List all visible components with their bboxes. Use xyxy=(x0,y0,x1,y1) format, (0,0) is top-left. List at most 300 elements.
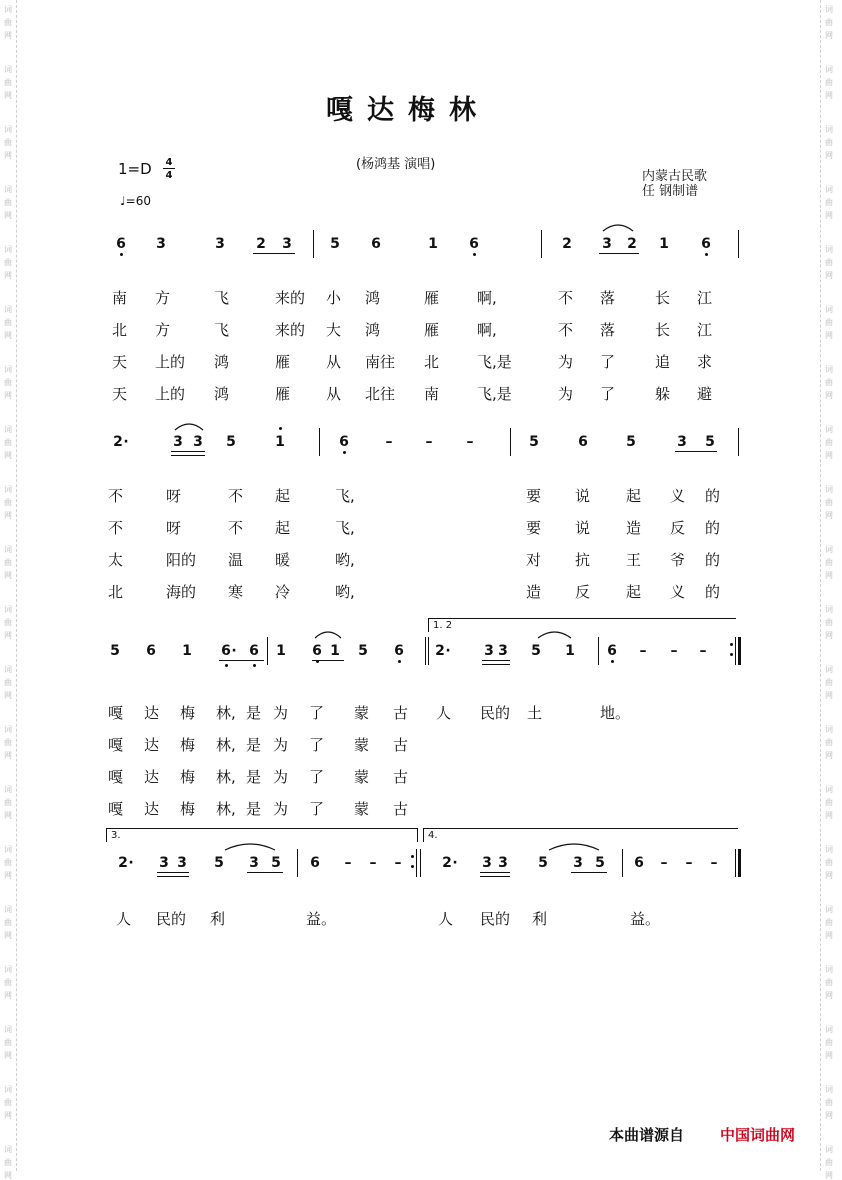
watermark-char: 词 xyxy=(4,1025,12,1034)
lyric-syllable: 来的 xyxy=(275,289,306,307)
lyric-syllable: 达 xyxy=(144,800,160,818)
lyric-syllable: 雁 xyxy=(275,385,291,403)
watermark-char: 曲 xyxy=(4,438,12,447)
lyric-syllable: 对 xyxy=(526,551,542,569)
lyric-syllable: 起 xyxy=(275,519,291,537)
note: 5 xyxy=(358,643,368,659)
watermark-char: 网 xyxy=(825,331,833,340)
octave-dot-below xyxy=(398,660,401,663)
note: 6 xyxy=(371,236,381,252)
lyric-syllable: 鸿 xyxy=(214,353,230,371)
note: – xyxy=(385,434,393,450)
lyric-syllable: 南往 xyxy=(365,353,396,371)
volta-bracket-edge xyxy=(106,828,107,842)
watermark-char: 网 xyxy=(825,271,833,280)
barline xyxy=(319,428,320,456)
note: – xyxy=(425,434,433,450)
watermark-char: 网 xyxy=(4,691,12,700)
barline xyxy=(735,849,736,877)
barline xyxy=(416,849,417,877)
lyric-syllable: 蒙 xyxy=(354,736,370,754)
note: 3 xyxy=(173,434,183,450)
watermark-char: 曲 xyxy=(4,978,12,987)
lyric-syllable: 啊, xyxy=(477,289,497,307)
watermark-char: 网 xyxy=(4,511,12,520)
note: 1 xyxy=(330,643,340,659)
watermark-char: 网 xyxy=(825,1051,833,1060)
note: 3 xyxy=(498,855,508,871)
watermark-char: 词 xyxy=(825,485,833,494)
watermark-char: 词 xyxy=(825,425,833,434)
lyric-syllable: 啊, xyxy=(477,321,497,339)
lyric-syllable: 太 xyxy=(108,551,124,569)
lyric-syllable: 不 xyxy=(228,487,244,505)
lyric-syllable: 蒙 xyxy=(354,800,370,818)
beam-underline xyxy=(171,451,205,452)
footer-brand: 中国词曲网 xyxy=(720,1126,796,1144)
lyric-syllable: 了 xyxy=(309,736,325,754)
watermark-char: 网 xyxy=(825,871,833,880)
lyric-syllable: 呀 xyxy=(166,487,182,505)
lyric-syllable: 长 xyxy=(655,289,671,307)
barline xyxy=(622,849,623,877)
lyric-syllable: 土 xyxy=(527,704,543,722)
watermark-char: 曲 xyxy=(4,378,12,387)
lyric-syllable: 北 xyxy=(112,321,128,339)
note: 6 xyxy=(578,434,588,450)
barline xyxy=(541,230,542,258)
lyric-syllable: 求 xyxy=(697,353,713,371)
note: 5 xyxy=(110,643,120,659)
note: 3 xyxy=(484,643,494,659)
watermark-char: 网 xyxy=(825,991,833,1000)
watermark-char: 曲 xyxy=(4,798,12,807)
octave-dot-above xyxy=(279,427,282,430)
lyric-syllable: 嘎 xyxy=(108,800,124,818)
watermark-char: 词 xyxy=(825,65,833,74)
lyric-syllable: 的 xyxy=(705,583,721,601)
watermark-char: 曲 xyxy=(4,918,12,927)
watermark-char: 曲 xyxy=(825,978,833,987)
lyric-syllable: 人 xyxy=(116,910,132,928)
watermark-char: 词 xyxy=(825,965,833,974)
watermark-char: 曲 xyxy=(825,138,833,147)
lyric-syllable: 避 xyxy=(697,385,713,403)
watermark-char: 曲 xyxy=(825,1158,833,1167)
lyric-syllable: 梅 xyxy=(180,800,196,818)
lyric-syllable: 落 xyxy=(600,321,616,339)
lyric-syllable: 鸿 xyxy=(365,289,381,307)
watermark-char: 曲 xyxy=(825,1038,833,1047)
note: 6 xyxy=(469,236,479,252)
watermark-char: 曲 xyxy=(825,858,833,867)
lyric-syllable: 的 xyxy=(705,551,721,569)
watermark-char: 网 xyxy=(4,571,12,580)
lyric-syllable: 古 xyxy=(393,800,409,818)
tie-slur xyxy=(174,421,204,431)
barline xyxy=(510,428,511,456)
lyric-syllable: 暖 xyxy=(275,551,291,569)
lyric-syllable: 民的 xyxy=(480,704,511,722)
note: – xyxy=(699,643,707,659)
lyric-syllable: 益。 xyxy=(630,910,661,928)
lyric-syllable: 不 xyxy=(108,487,124,505)
lyric-syllable: 从 xyxy=(326,385,342,403)
lyric-syllable: 反 xyxy=(575,583,591,601)
lyric-syllable: 不 xyxy=(558,289,574,307)
note: 1 xyxy=(565,643,575,659)
lyric-syllable: 不 xyxy=(228,519,244,537)
lyric-syllable: 是 xyxy=(246,800,262,818)
lyric-syllable: 人 xyxy=(438,910,454,928)
lyric-syllable: 义 xyxy=(670,487,686,505)
time-signature-bottom: 4 xyxy=(165,170,173,181)
lyric-syllable: 义 xyxy=(670,583,686,601)
lyric-syllable: 鸿 xyxy=(365,321,381,339)
note: – xyxy=(660,855,668,871)
note: 6 xyxy=(634,855,644,871)
lyric-syllable: 起 xyxy=(275,487,291,505)
lyric-syllable: 爷 xyxy=(670,551,686,569)
watermark-char: 网 xyxy=(825,751,833,760)
lyric-syllable: 躲 xyxy=(655,385,671,403)
volta-bracket xyxy=(423,828,738,829)
lyric-syllable: 雁 xyxy=(275,353,291,371)
lyric-syllable: 古 xyxy=(393,768,409,786)
lyric-syllable: 雁 xyxy=(424,321,440,339)
note: 3 xyxy=(249,855,259,871)
watermark-char: 网 xyxy=(4,31,12,40)
note: 5 xyxy=(531,643,541,659)
watermark-char: 曲 xyxy=(4,1098,12,1107)
lyric-syllable: 来的 xyxy=(275,321,306,339)
lyric-syllable: 飞,是 xyxy=(477,353,512,371)
note: – xyxy=(369,855,377,871)
note: 2 xyxy=(113,434,123,450)
watermark-char: 曲 xyxy=(4,618,12,627)
song-title: 嘎达梅林 xyxy=(326,95,490,126)
lyric-syllable: 的 xyxy=(705,519,721,537)
watermark-char: 曲 xyxy=(4,678,12,687)
note: 2 xyxy=(118,855,128,871)
volta-bracket xyxy=(428,618,736,619)
lyric-syllable: 达 xyxy=(144,768,160,786)
lyric-syllable: 蒙 xyxy=(354,768,370,786)
watermark-char: 词 xyxy=(4,965,12,974)
lyric-syllable: 起 xyxy=(626,583,642,601)
lyric-syllable: 北往 xyxy=(365,385,396,403)
watermark-char: 词 xyxy=(825,305,833,314)
lyric-syllable: 大 xyxy=(326,321,342,339)
lyric-syllable: 方 xyxy=(155,321,171,339)
watermark-char: 词 xyxy=(825,905,833,914)
augmentation-dot: · xyxy=(128,855,134,871)
lyric-syllable: 说 xyxy=(575,519,591,537)
barline xyxy=(313,230,314,258)
lyric-syllable: 造 xyxy=(526,583,542,601)
watermark-char: 词 xyxy=(4,1085,12,1094)
note: – xyxy=(639,643,647,659)
time-signature-divider xyxy=(163,168,175,169)
lyric-syllable: 长 xyxy=(655,321,671,339)
watermark-char: 词 xyxy=(4,665,12,674)
watermark-char: 曲 xyxy=(825,18,833,27)
lyric-syllable: 利 xyxy=(532,910,548,928)
watermark-char: 网 xyxy=(4,631,12,640)
note: 5 xyxy=(626,434,636,450)
barline xyxy=(428,637,429,665)
lyric-syllable: 不 xyxy=(108,519,124,537)
watermark-char: 曲 xyxy=(825,678,833,687)
note: 1 xyxy=(276,643,286,659)
lyric-syllable: 小 xyxy=(326,289,342,307)
lyric-syllable: 鸿 xyxy=(214,385,230,403)
watermark-char: 网 xyxy=(825,571,833,580)
watermark-char: 网 xyxy=(4,331,12,340)
barline xyxy=(425,637,426,665)
lyric-syllable: 为 xyxy=(273,800,289,818)
volta-number: 4. xyxy=(428,830,438,841)
lyric-syllable: 雁 xyxy=(424,289,440,307)
watermark-char: 曲 xyxy=(4,1158,12,1167)
watermark-char: 网 xyxy=(4,151,12,160)
lyric-syllable: 天 xyxy=(112,353,128,371)
octave-dot-below xyxy=(225,664,228,667)
watermark-char: 词 xyxy=(4,845,12,854)
note: 5 xyxy=(529,434,539,450)
watermark-char: 网 xyxy=(825,391,833,400)
lyric-syllable: 为 xyxy=(273,704,289,722)
watermark-char: 曲 xyxy=(4,198,12,207)
note: 3 xyxy=(282,236,292,252)
repeat-dot xyxy=(411,865,414,868)
octave-dot-below xyxy=(473,253,476,256)
note: 3 xyxy=(677,434,687,450)
volta-number: 3. xyxy=(111,830,121,841)
watermark-char: 网 xyxy=(4,91,12,100)
lyric-syllable: 呀 xyxy=(166,519,182,537)
beam-underline xyxy=(480,876,510,877)
lyric-syllable: 为 xyxy=(273,768,289,786)
note: 1 xyxy=(275,434,285,450)
note: 3 xyxy=(573,855,583,871)
watermark-char: 网 xyxy=(825,451,833,460)
watermark-char: 网 xyxy=(4,451,12,460)
note: 6 xyxy=(701,236,711,252)
note: – xyxy=(394,855,402,871)
note: 1 xyxy=(428,236,438,252)
lyric-syllable: 要 xyxy=(526,519,542,537)
lyric-syllable: 江 xyxy=(697,321,713,339)
watermark-char: 网 xyxy=(825,211,833,220)
tie-slur xyxy=(314,629,342,639)
note: 5 xyxy=(330,236,340,252)
watermark-char: 词 xyxy=(4,485,12,494)
note: 5 xyxy=(226,434,236,450)
watermark-char: 网 xyxy=(825,91,833,100)
watermark-char: 曲 xyxy=(825,378,833,387)
lyric-syllable: 达 xyxy=(144,736,160,754)
note: 2 xyxy=(435,643,445,659)
lyric-syllable: 林, xyxy=(216,736,236,754)
lyric-syllable: 造 xyxy=(626,519,642,537)
lyric-syllable: 天 xyxy=(112,385,128,403)
watermark-char: 词 xyxy=(4,245,12,254)
note: – xyxy=(710,855,718,871)
watermark-char: 网 xyxy=(825,811,833,820)
lyric-syllable: 林, xyxy=(216,800,236,818)
lyric-syllable: 反 xyxy=(670,519,686,537)
watermark-char: 曲 xyxy=(825,738,833,747)
watermark-char: 网 xyxy=(825,1111,833,1120)
lyric-syllable: 为 xyxy=(558,385,574,403)
watermark-char: 网 xyxy=(825,151,833,160)
barline xyxy=(738,428,739,456)
watermark-char: 曲 xyxy=(825,498,833,507)
note: 3 xyxy=(482,855,492,871)
watermark-char: 曲 xyxy=(825,438,833,447)
beam-underline xyxy=(247,872,283,873)
volta-bracket-edge xyxy=(428,618,429,632)
watermark-char: 词 xyxy=(825,185,833,194)
watermark-char: 网 xyxy=(825,931,833,940)
watermark-char: 词 xyxy=(4,305,12,314)
note: 5 xyxy=(214,855,224,871)
note: 6 xyxy=(394,643,404,659)
repeat-dot xyxy=(730,643,733,646)
lyric-syllable: 益。 xyxy=(306,910,337,928)
watermark-char: 曲 xyxy=(4,18,12,27)
watermark-char: 曲 xyxy=(4,858,12,867)
watermark-char: 网 xyxy=(4,931,12,940)
watermark-char: 曲 xyxy=(825,918,833,927)
watermark-char: 曲 xyxy=(825,258,833,267)
lyric-syllable: 飞 xyxy=(214,321,230,339)
octave-dot-below xyxy=(611,660,614,663)
watermark-char: 词 xyxy=(825,245,833,254)
final-barline xyxy=(738,637,741,665)
augmentation-dot: · xyxy=(445,643,451,659)
watermark-char: 词 xyxy=(825,1085,833,1094)
lyric-syllable: 方 xyxy=(155,289,171,307)
watermark-char: 词 xyxy=(825,545,833,554)
arranger-credit: 任 钢制谱 xyxy=(642,184,699,199)
note: 6 xyxy=(221,643,231,659)
lyric-syllable: 温 xyxy=(228,551,244,569)
beam-underline xyxy=(157,876,189,877)
time-signature-top: 4 xyxy=(165,157,173,168)
barline xyxy=(420,849,421,877)
lyric-syllable: 追 xyxy=(655,353,671,371)
note: 5 xyxy=(595,855,605,871)
watermark-right xyxy=(820,0,837,1180)
lyric-syllable: 是 xyxy=(246,768,262,786)
watermark-char: 网 xyxy=(825,511,833,520)
lyric-syllable: 地。 xyxy=(600,704,631,722)
watermark-char: 曲 xyxy=(825,1098,833,1107)
watermark-char: 词 xyxy=(4,605,12,614)
volta-bracket xyxy=(106,828,418,829)
key-signature: 1=D xyxy=(118,160,152,178)
beam-underline xyxy=(599,253,639,254)
lyric-syllable: 寒 xyxy=(228,583,244,601)
augmentation-dot: · xyxy=(123,434,129,450)
watermark-char: 网 xyxy=(825,691,833,700)
watermark-char: 词 xyxy=(825,785,833,794)
watermark-char: 词 xyxy=(825,605,833,614)
beam-underline xyxy=(675,451,717,452)
note: 2 xyxy=(562,236,572,252)
watermark-char: 曲 xyxy=(4,138,12,147)
lyric-syllable: 不 xyxy=(558,321,574,339)
watermark-char: 曲 xyxy=(825,618,833,627)
watermark-char: 网 xyxy=(825,31,833,40)
beam-underline xyxy=(219,660,264,661)
lyric-syllable: 了 xyxy=(309,800,325,818)
beam-underline xyxy=(312,660,344,661)
tie-slur xyxy=(548,841,600,851)
beam-underline xyxy=(482,660,510,661)
note: 3 xyxy=(215,236,225,252)
watermark-char: 曲 xyxy=(825,78,833,87)
note: 5 xyxy=(705,434,715,450)
beam-underline xyxy=(157,872,189,873)
watermark-char: 词 xyxy=(825,1025,833,1034)
lyric-syllable: 了 xyxy=(600,385,616,403)
lyric-syllable: 飞, xyxy=(335,487,355,505)
lyric-syllable: 飞 xyxy=(214,289,230,307)
watermark-char: 网 xyxy=(4,871,12,880)
note: – xyxy=(466,434,474,450)
beam-underline xyxy=(171,455,205,456)
lyric-syllable: 林, xyxy=(216,768,236,786)
note: 6 xyxy=(312,643,322,659)
lyric-syllable: 说 xyxy=(575,487,591,505)
lyric-syllable: 了 xyxy=(600,353,616,371)
watermark-char: 曲 xyxy=(4,498,12,507)
lyric-syllable: 是 xyxy=(246,704,262,722)
lyric-syllable: 为 xyxy=(273,736,289,754)
watermark-char: 曲 xyxy=(825,558,833,567)
octave-dot-below xyxy=(705,253,708,256)
lyric-syllable: 达 xyxy=(144,704,160,722)
watermark-char: 网 xyxy=(825,1171,833,1180)
octave-dot-below xyxy=(343,451,346,454)
tie-slur xyxy=(537,629,572,639)
watermark-char: 曲 xyxy=(4,318,12,327)
lyric-syllable: 飞,是 xyxy=(477,385,512,403)
lyric-syllable: 的 xyxy=(705,487,721,505)
lyric-syllable: 古 xyxy=(393,704,409,722)
watermark-char: 词 xyxy=(4,365,12,374)
note: 6 xyxy=(310,855,320,871)
watermark-char: 曲 xyxy=(4,558,12,567)
note: 3 xyxy=(193,434,203,450)
lyric-syllable: 人 xyxy=(436,704,452,722)
barline xyxy=(267,637,268,665)
watermark-char: 网 xyxy=(825,631,833,640)
note: 2 xyxy=(442,855,452,871)
watermark-char: 曲 xyxy=(4,1038,12,1047)
watermark-char: 曲 xyxy=(4,738,12,747)
watermark-char: 词 xyxy=(4,65,12,74)
watermark-char: 词 xyxy=(4,1145,12,1154)
lyric-syllable: 抗 xyxy=(575,551,591,569)
lyric-syllable: 是 xyxy=(246,736,262,754)
volta-bracket-edge xyxy=(417,828,418,842)
beam-underline xyxy=(480,872,510,873)
watermark-char: 词 xyxy=(4,785,12,794)
